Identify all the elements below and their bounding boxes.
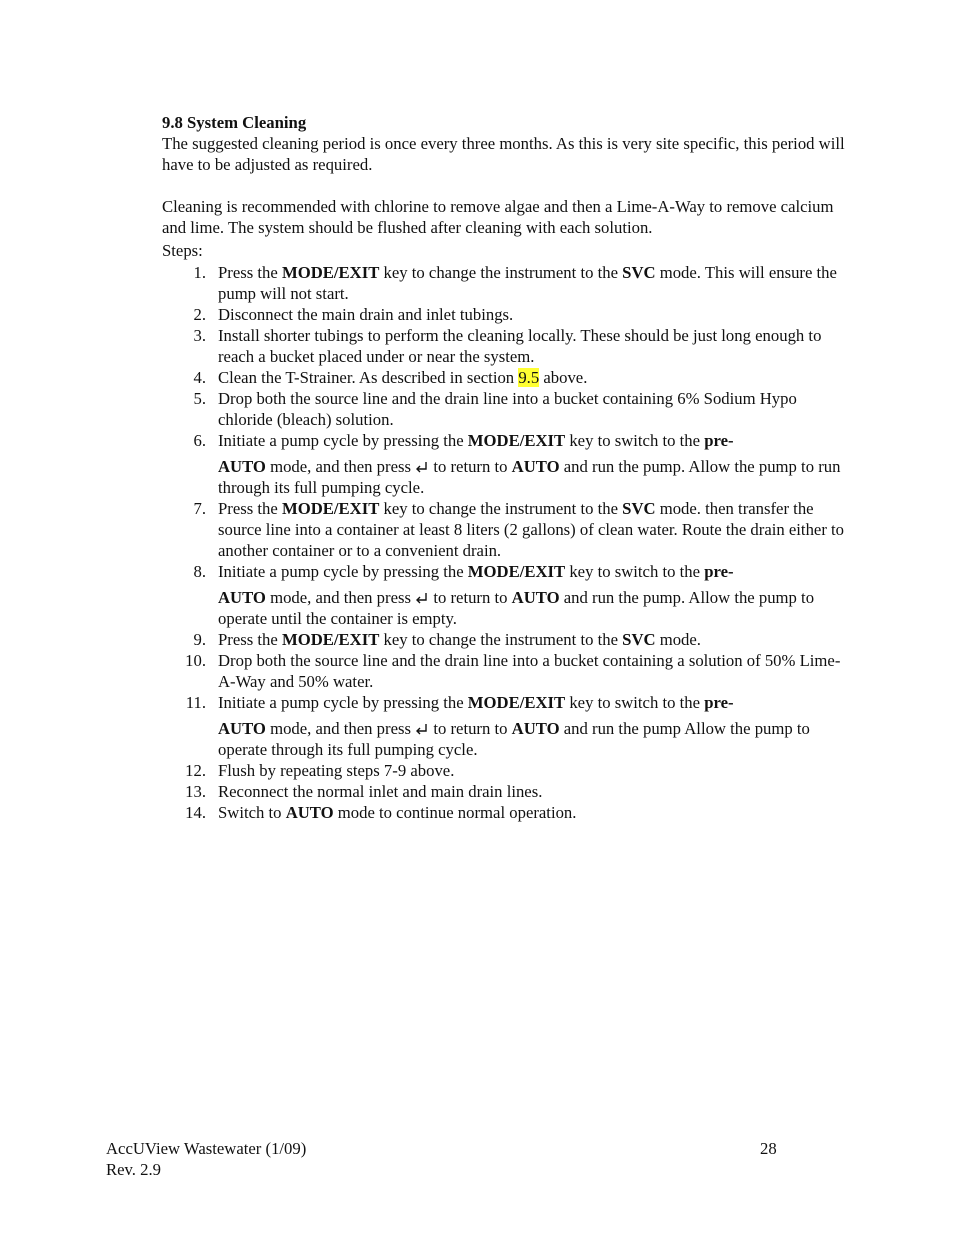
document-body <box>162 112 852 823</box>
mode-name: AUTO <box>218 457 266 476</box>
step-number: 5. <box>193 389 206 408</box>
list-item: 6. Initiate a pump cycle by pressing the MODE/EXIT key to switch to the pre- AUTO mode, and then press to return to AUTO and run the pump. Allow the pump to run through its full pumping cycle. <box>162 430 852 498</box>
section-heading: 9.8 System Cleaning <box>162 113 307 132</box>
list-item: 1. Press the MODE/EXIT key to change the instrument to the SVC mode. This will ensure the pump will not start. <box>162 262 852 304</box>
step-number: 3. <box>193 326 206 345</box>
mode-name: SVC <box>622 263 656 282</box>
mode-name: AUTO <box>511 719 560 738</box>
key-name: MODE/EXIT <box>281 630 380 649</box>
step-number: 14. <box>185 803 206 822</box>
step-number: 9. <box>193 630 206 649</box>
section-reference-highlight: 9.5 <box>518 368 540 387</box>
mode-name: SVC <box>622 630 656 649</box>
list-item: 2. Disconnect the main drain and inlet tubings. <box>162 304 852 325</box>
list-item: 10. Drop both the source line and the drain line into a bucket containing a solution of 50% Lime-A-Way and 50% water. <box>162 650 852 692</box>
step-number: 12. <box>185 761 206 780</box>
list-item: 13. Reconnect the normal inlet and main drain lines. <box>162 781 852 802</box>
mode-name: AUTO <box>511 457 560 476</box>
key-name: MODE/EXIT <box>281 263 380 282</box>
list-item: 3. Install shorter tubings to perform the cleaning locally. These should be just long enough to reach a bucket placed under or near the system. <box>162 325 852 367</box>
key-name: MODE/EXIT <box>467 693 566 712</box>
document-title: AccUView Wastewater (1/09) <box>106 1139 307 1158</box>
step-number: 2. <box>193 305 206 324</box>
list-item: 9. Press the MODE/EXIT key to change the instrument to the SVC mode. <box>162 629 852 650</box>
mode-name: AUTO <box>218 719 266 738</box>
cleaning-paragraph: Cleaning is recommended with chlorine to remove algae and then a Lime-A-Way to remove calcium and lime. The system should be flushed after cleaning with each solution. <box>162 197 834 237</box>
page-footer <box>106 1138 306 1180</box>
enter-key-icon <box>415 461 429 473</box>
list-item: 7. Press the MODE/EXIT key to change the instrument to the SVC mode. then transfer the source line into a container at least 8 liters (2 gallons) of clean water. Route the drain either to another container or to a convenient drain. <box>162 498 852 561</box>
list-item: 14. Switch to AUTO mode to continue normal operation. <box>162 802 852 823</box>
page-number: 28 <box>760 1139 777 1158</box>
enter-key-icon <box>415 592 429 604</box>
mode-name: pre- <box>704 562 734 581</box>
list-item: 5. Drop both the source line and the drain line into a bucket containing 6% Sodium Hypo chloride (bleach) solution. <box>162 388 852 430</box>
steps-label: Steps: <box>162 241 203 260</box>
key-name: MODE/EXIT <box>467 431 566 450</box>
step-number: 10. <box>185 651 206 670</box>
mode-name: pre- <box>704 431 734 450</box>
step-number: 7. <box>193 499 206 518</box>
intro-paragraph: The suggested cleaning period is once every three months. As this is very site specific, this period will have to be adjusted as required. <box>162 134 845 174</box>
step-number: 13. <box>185 782 206 801</box>
key-name: MODE/EXIT <box>467 562 566 581</box>
step-number: 8. <box>193 562 206 581</box>
mode-name: AUTO <box>285 803 334 822</box>
list-item: 4. Clean the T-Strainer. As described in section 9.5 above. <box>162 367 852 388</box>
mode-name: SVC <box>622 499 656 518</box>
mode-name: pre- <box>704 693 734 712</box>
steps-list <box>162 262 852 823</box>
list-item: 11. Initiate a pump cycle by pressing the MODE/EXIT key to switch to the pre- AUTO mode, and then press to return to AUTO and run the pump Allow the pump to operate through its full pumping cycle. <box>162 692 852 760</box>
step-number: 11. <box>185 693 206 712</box>
mode-name: AUTO <box>218 588 266 607</box>
list-item: 12. Flush by repeating steps 7-9 above. <box>162 760 852 781</box>
key-name: MODE/EXIT <box>281 499 380 518</box>
list-item: 8. Initiate a pump cycle by pressing the MODE/EXIT key to switch to the pre- AUTO mode, and then press to return to AUTO and run the pump. Allow the pump to operate until the container is empty. <box>162 561 852 629</box>
enter-key-icon <box>415 723 429 735</box>
spacer <box>162 175 852 196</box>
step-number: 1. <box>193 263 206 282</box>
step-number: 6. <box>193 431 206 450</box>
mode-name: AUTO <box>511 588 560 607</box>
revision-label: Rev. 2.9 <box>106 1160 161 1179</box>
step-number: 4. <box>193 368 206 387</box>
